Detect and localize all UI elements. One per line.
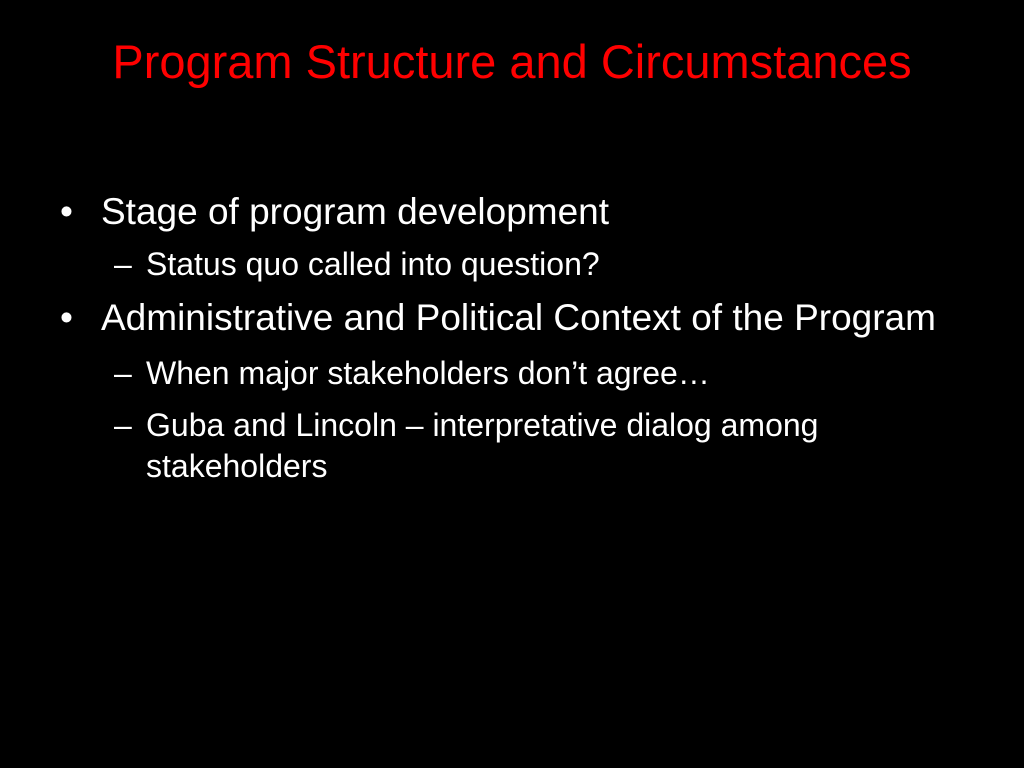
bullet-marker: •	[60, 297, 73, 338]
bullet-marker: •	[60, 191, 73, 232]
slide-body	[60, 188, 960, 487]
sub-bullet-item	[60, 353, 960, 394]
bullet-text: Administrative and Political Context of the Program	[101, 297, 936, 338]
bullet-text: Stage of program development	[101, 191, 610, 232]
sub-bullet-marker: –	[114, 246, 132, 282]
sub-bullet-marker: –	[114, 355, 132, 391]
sub-bullet-marker: –	[114, 407, 132, 443]
sub-bullet-text: Guba and Lincoln – interpretative dialog among stakeholders	[146, 407, 819, 484]
bullet-item	[60, 294, 960, 342]
sub-bullet-item	[60, 405, 960, 487]
slide-title: Program Structure and Circumstances	[112, 35, 912, 88]
sub-bullet-item	[60, 244, 960, 285]
sub-bullet-text: When major stakeholders don’t agree…	[146, 355, 710, 391]
sub-bullet-text: Status quo called into question?	[146, 246, 600, 282]
bullet-item	[60, 188, 960, 236]
